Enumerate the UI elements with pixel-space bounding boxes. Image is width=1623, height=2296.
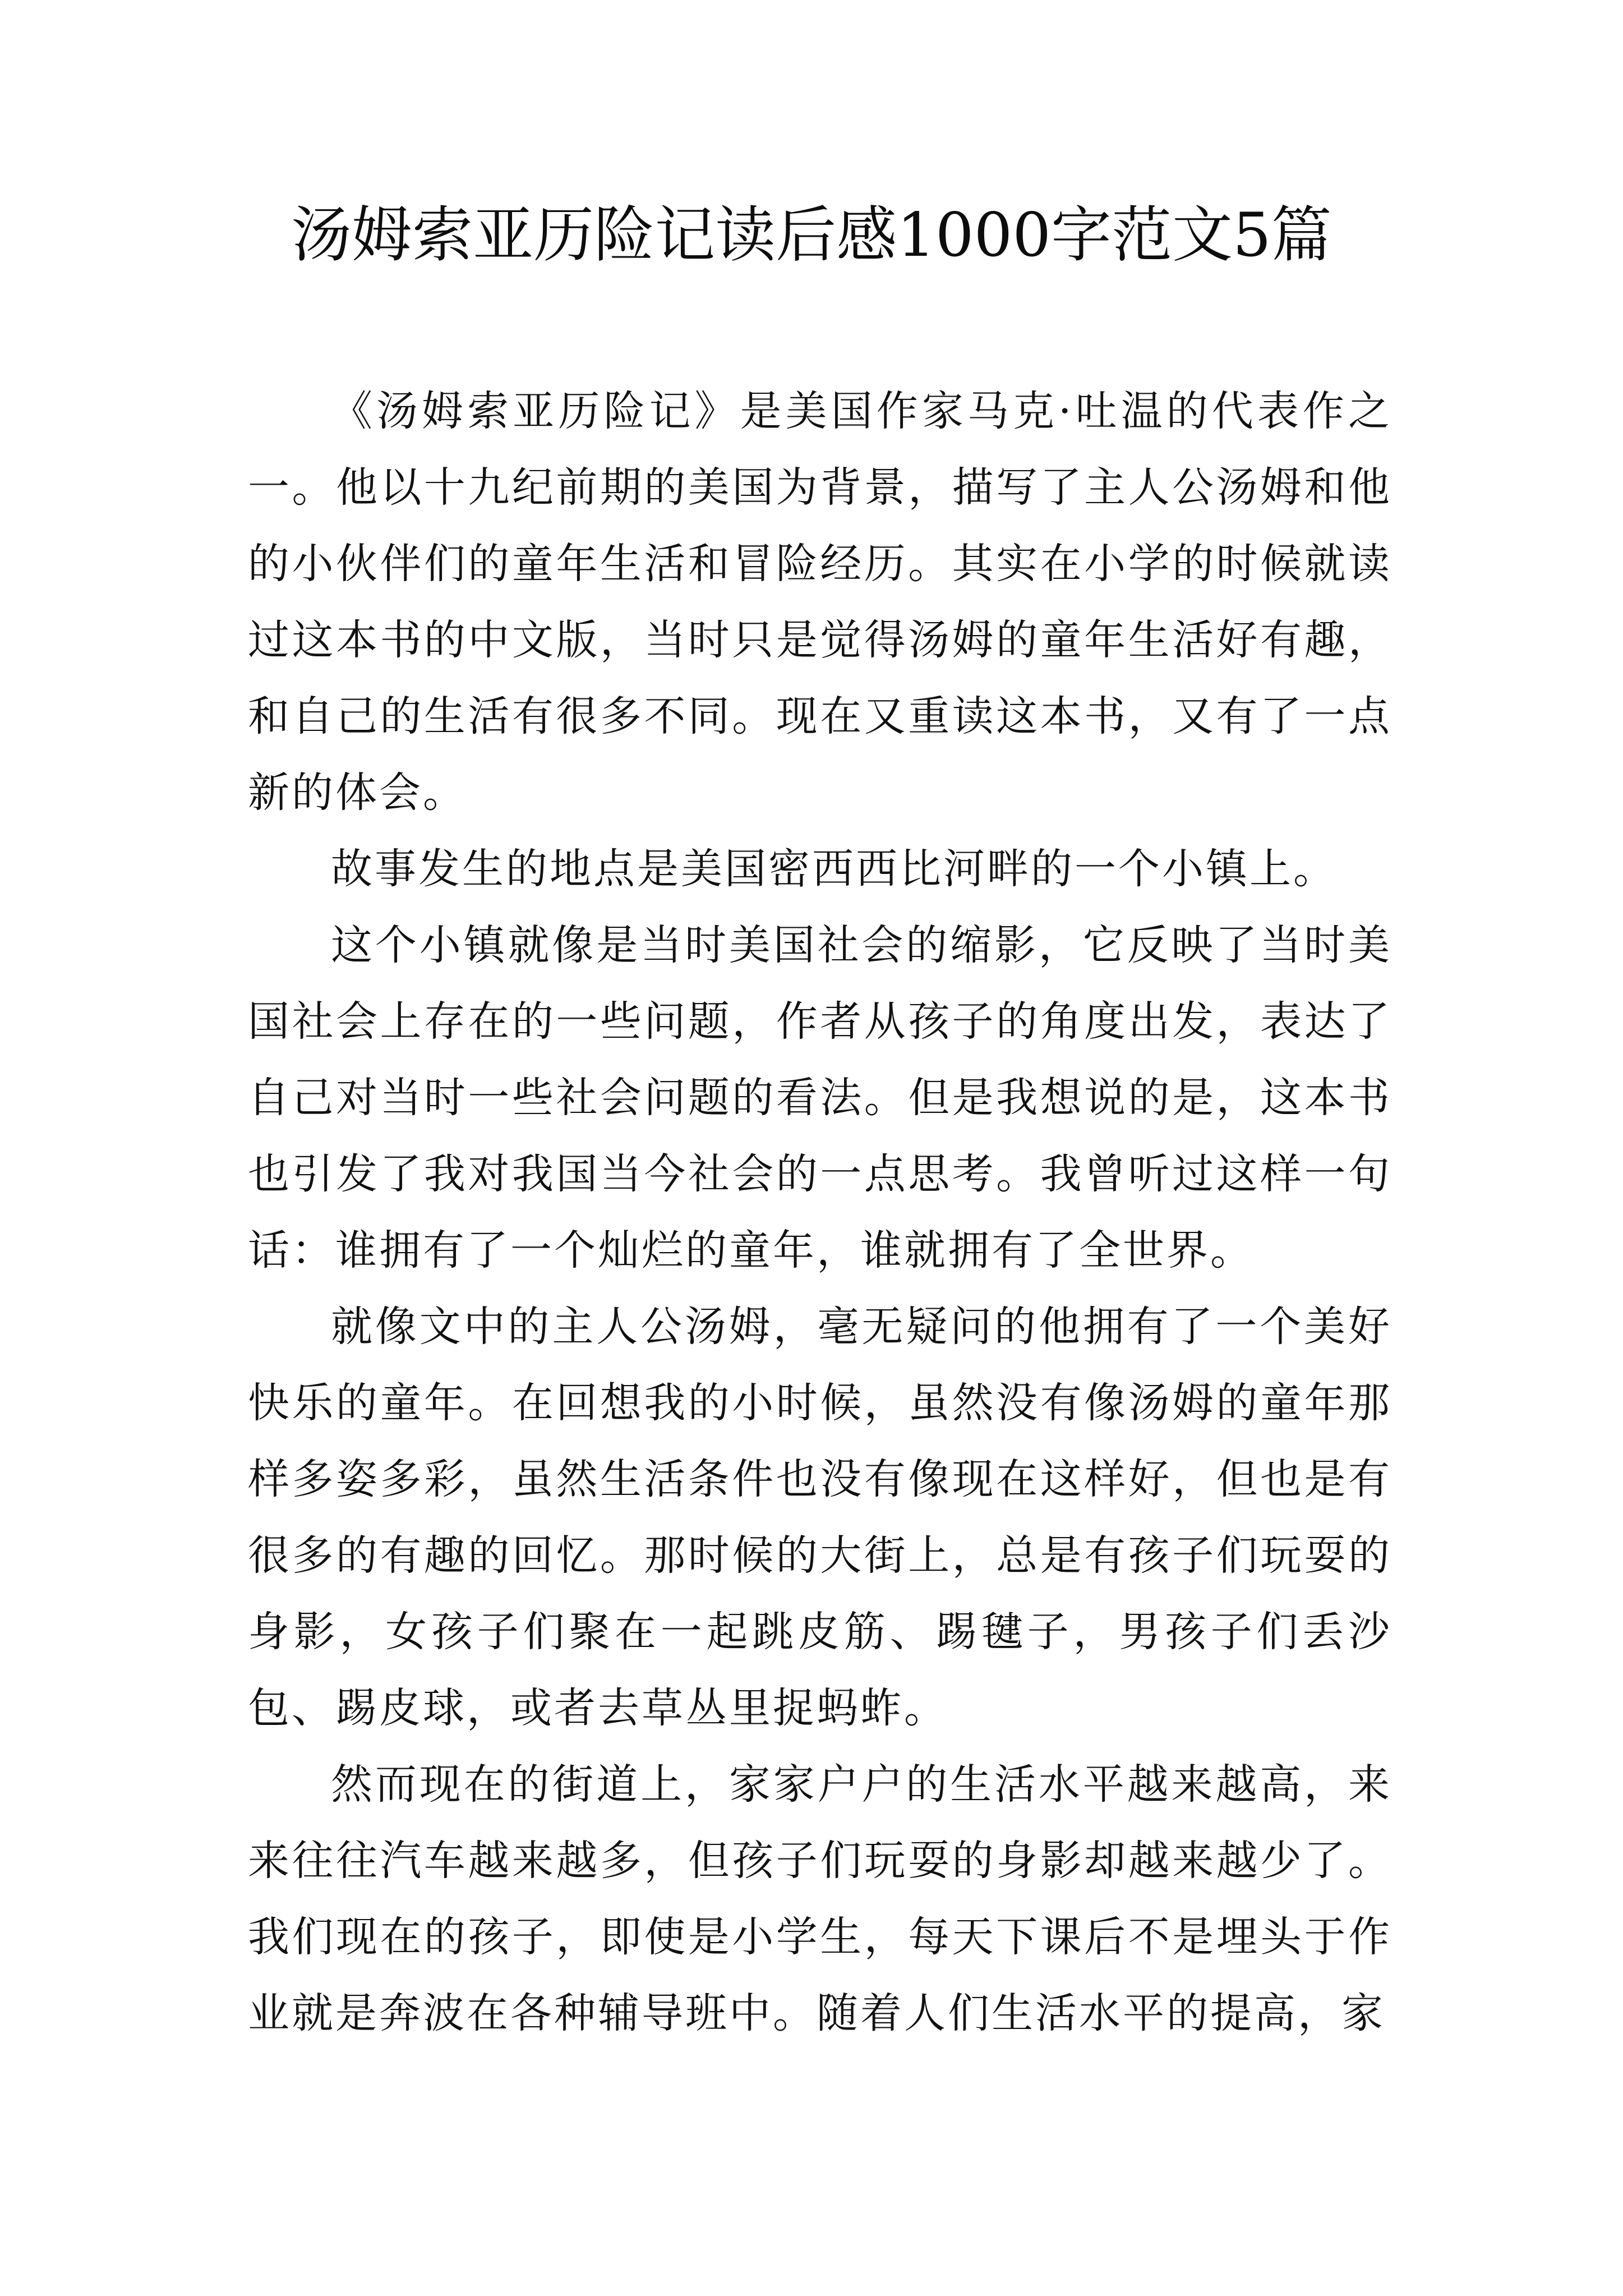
paragraph-3: 这个小镇就像是当时美国社会的缩影，它反映了当时美国社会上存在的一些问题，作者从孩子的角度出发，表达了自己对当时一些社会问题的看法。但是我想说的是，这本书也引发了我对我国当今社会的一点思考。我曾听过这样一句话：谁拥有了一个灿烂的童年，谁就拥有了全世界。 [248,921,1392,1274]
paragraph-4: 就像文中的主人公汤姆，毫无疑问的他拥有了一个美好快乐的童年。在回想我的小时候，虽然没有像汤姆的童年那样多姿多彩，虽然生活条件也没有像现在这样好，但也是有很多的有趣的回忆。那时候的大街上，总是有孩子们玩耍的身影，女孩子们聚在一起跳皮筋、踢毽子，男孩子们丢沙包、踢皮球，或者去草丛里捉蚂蚱。 [248,1303,1392,1732]
paragraph-1: 《汤姆索亚历险记》是美国作家马克·吐温的代表作之一。他以十九纪前期的美国为背景，描写了主人公汤姆和他的小伙伴们的童年生活和冒险经历。其实在小学的时候就读过这本书的中文版，当时只是觉得汤姆的童年生活好有趣，和自己的生活有很多不同。现在又重读这本书，又有了一点新的体会。 [248,387,1392,817]
document-title: 汤姆索亚历险记读后感1000字范文5篇 [291,200,1332,270]
paragraph-5: 然而现在的街道上，家家户户的生活水平越来越高，来来往往汽车越来越多，但孩子们玩耍的身影却越来越少了。我们现在的孩子，即使是小学生，每天下课后不是埋头于作业就是奔波在各种辅导班中。随着人们生活水平的提高，家 [248,1760,1392,2037]
paragraph-2: 故事发生的地点是美国密西西比河畔的一个小镇上。 [331,845,1337,893]
document-body [248,373,1392,2051]
